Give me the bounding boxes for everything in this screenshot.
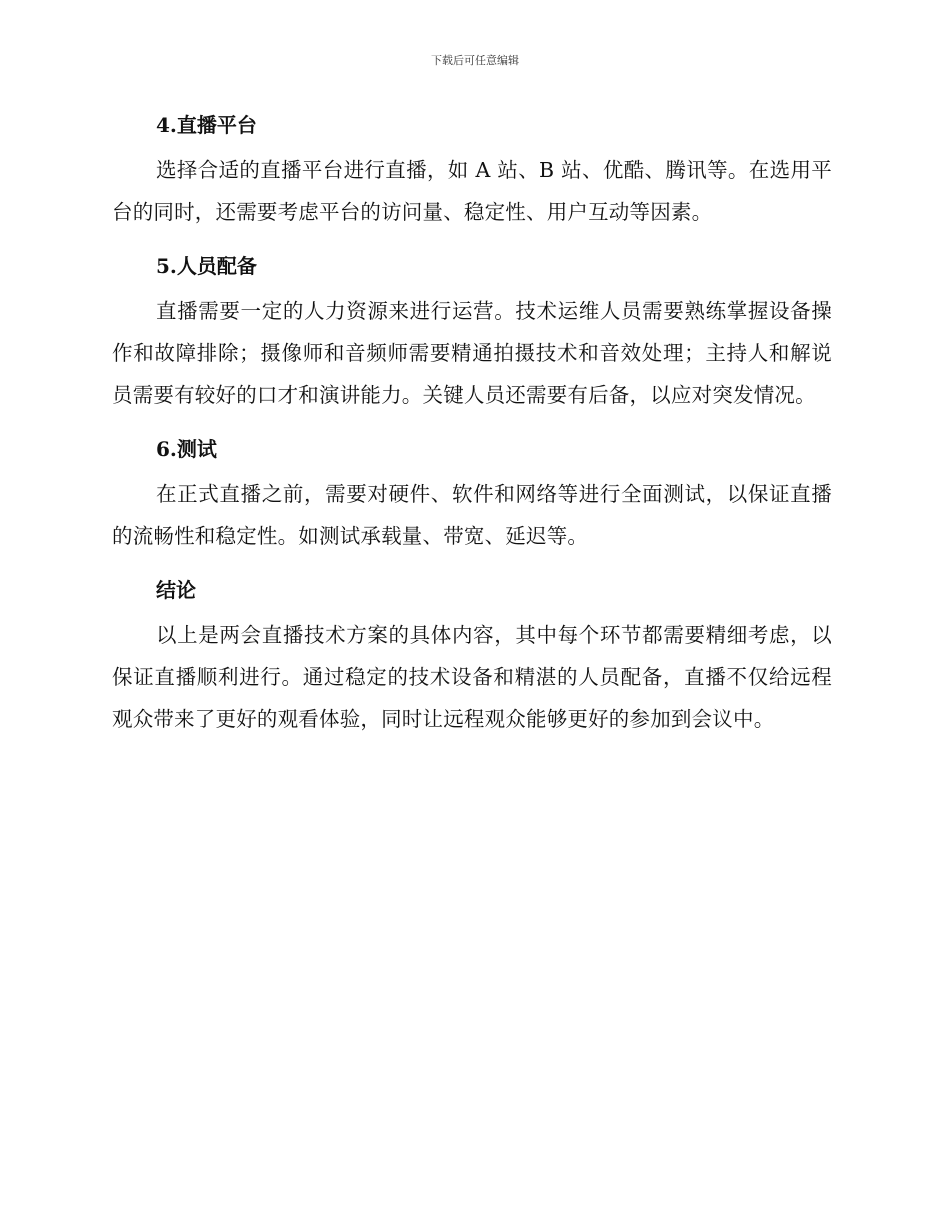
document-body [112,108,832,756]
section-live-platform [112,108,832,233]
section-paragraph: 直播需要一定的人力资源来进行运营。技术运维人员需要熟练掌握设备操作和故障排除；摄像师和音频师需要精通拍摄技术和音效处理；主持人和解说员需要有较好的口才和演讲能力。关键人员还需要有后备，以应对突发情况。 [112,299,832,407]
section-heading: 6.测试 [156,437,217,461]
section-paragraph: 在正式直播之前，需要对硬件、软件和网络等进行全面测试，以保证直播的流畅性和稳定性。如测试承载量、带宽、延迟等。 [112,482,832,548]
section-testing [112,432,832,557]
section-staffing [112,249,832,416]
section-paragraph: 以上是两会直播技术方案的具体内容，其中每个环节都需要精细考虑，以保证直播顺利进行。通过稳定的技术设备和精湛的人员配备，直播不仅给远程观众带来了更好的观看体验，同时让远程观众能够更好的参加到会议中。 [112,623,832,731]
section-heading: 4.直播平台 [156,113,257,137]
section-heading: 5.人员配备 [156,254,257,278]
section-paragraph: 选择合适的直播平台进行直播，如 A 站、B 站、优酷、腾讯等。在选用平台的同时，还需要考虑平台的访问量、稳定性、用户互动等因素。 [112,158,832,224]
page-header: 下载后可任意编辑 [431,54,519,67]
section-heading: 结论 [156,578,196,602]
section-conclusion [112,573,832,740]
